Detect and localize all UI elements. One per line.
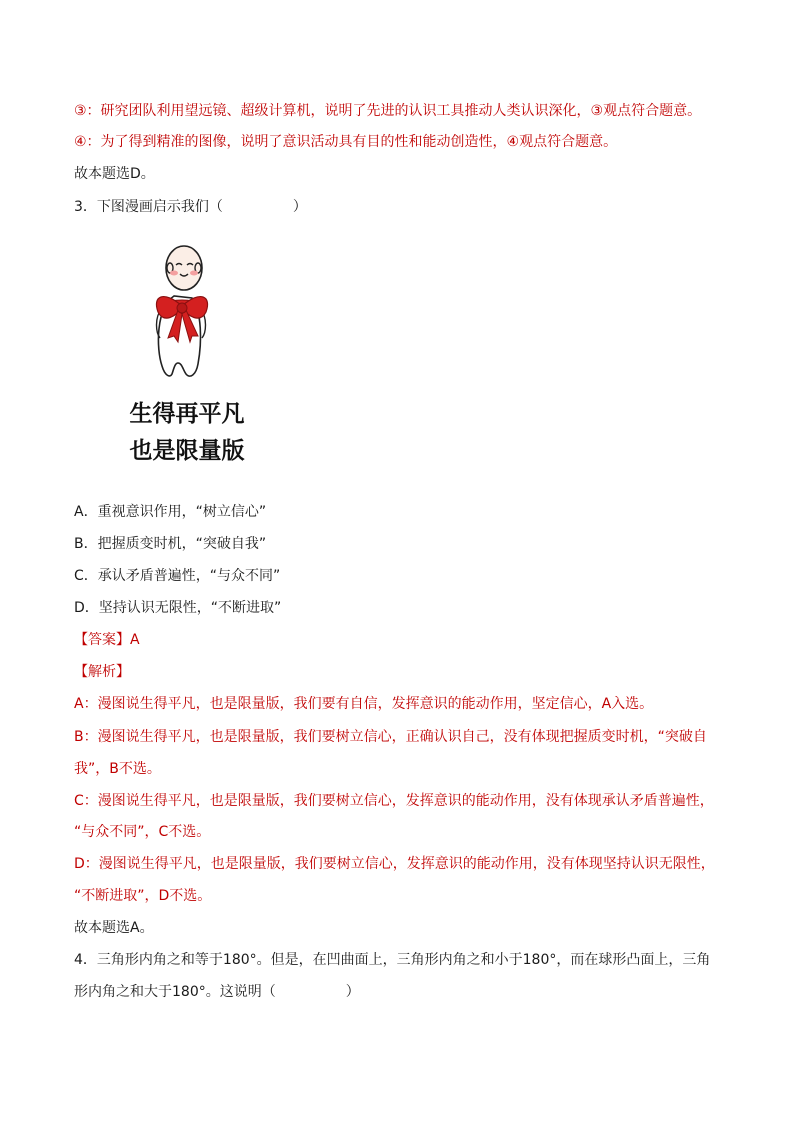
question-4-stem-1: 4．三角形内角之和等于180°。但是，在凹曲面上，三角形内角之和小于180°，而在球形凸面上，三角 <box>74 952 711 968</box>
question-3-stem: 3．下图漫画启示我们（ ） <box>74 199 307 215</box>
analysis-d-1: D：漫图说生得平凡，也是限量版，我们要树立信心，发挥意识的能动作用，没有体现坚持认识无限性， <box>74 856 715 872</box>
cartoon-illustration <box>112 238 262 473</box>
analysis-c-1: C：漫图说生得平凡，也是限量版，我们要树立信心，发挥意识的能动作用，没有体现承认矛盾普遍性， <box>74 793 714 809</box>
conclusion-q3: 故本题选A。 <box>74 920 154 936</box>
cartoon-caption-1: 生得再平凡 <box>129 401 245 427</box>
analysis-line-4: ④：为了得到精准的图像，说明了意识活动具有目的性和能动创造性，④观点符合题意。 <box>74 134 618 150</box>
analysis-line-3: ③：研究团队利用望远镜、超级计算机，说明了先进的认识工具推动人类认识深化，③观点符合题意。 <box>74 103 702 119</box>
question-4-stem-2: 形内角之和大于180°。这说明（ ） <box>74 984 360 1000</box>
conclusion-q2: 故本题选D。 <box>74 166 155 182</box>
option-d: D．坚持认识无限性，“不断进取” <box>74 600 282 616</box>
cartoon-caption-2: 也是限量版 <box>129 438 245 464</box>
analysis-heading: 【解析】 <box>74 664 130 680</box>
option-b: B．把握质变时机，“突破自我” <box>74 536 267 552</box>
analysis-a: A：漫图说生得平凡，也是限量版，我们要有自信，发挥意识的能动作用，坚定信心，A入选。 <box>74 696 654 712</box>
analysis-c-2: “与众不同”，C不选。 <box>74 824 211 840</box>
option-c: C．承认矛盾普遍性，“与众不同” <box>74 568 281 584</box>
analysis-b-2: 我”，B不选。 <box>74 761 161 777</box>
option-a: A．重视意识作用，“树立信心” <box>74 504 267 520</box>
answer-label: 【答案】A <box>74 632 140 648</box>
analysis-d-2: “不断进取”，D不选。 <box>74 888 212 904</box>
analysis-b-1: B：漫图说生得平凡，也是限量版，我们要树立信心，正确认识自己，没有体现把握质变时机，“突破自 <box>74 729 707 745</box>
